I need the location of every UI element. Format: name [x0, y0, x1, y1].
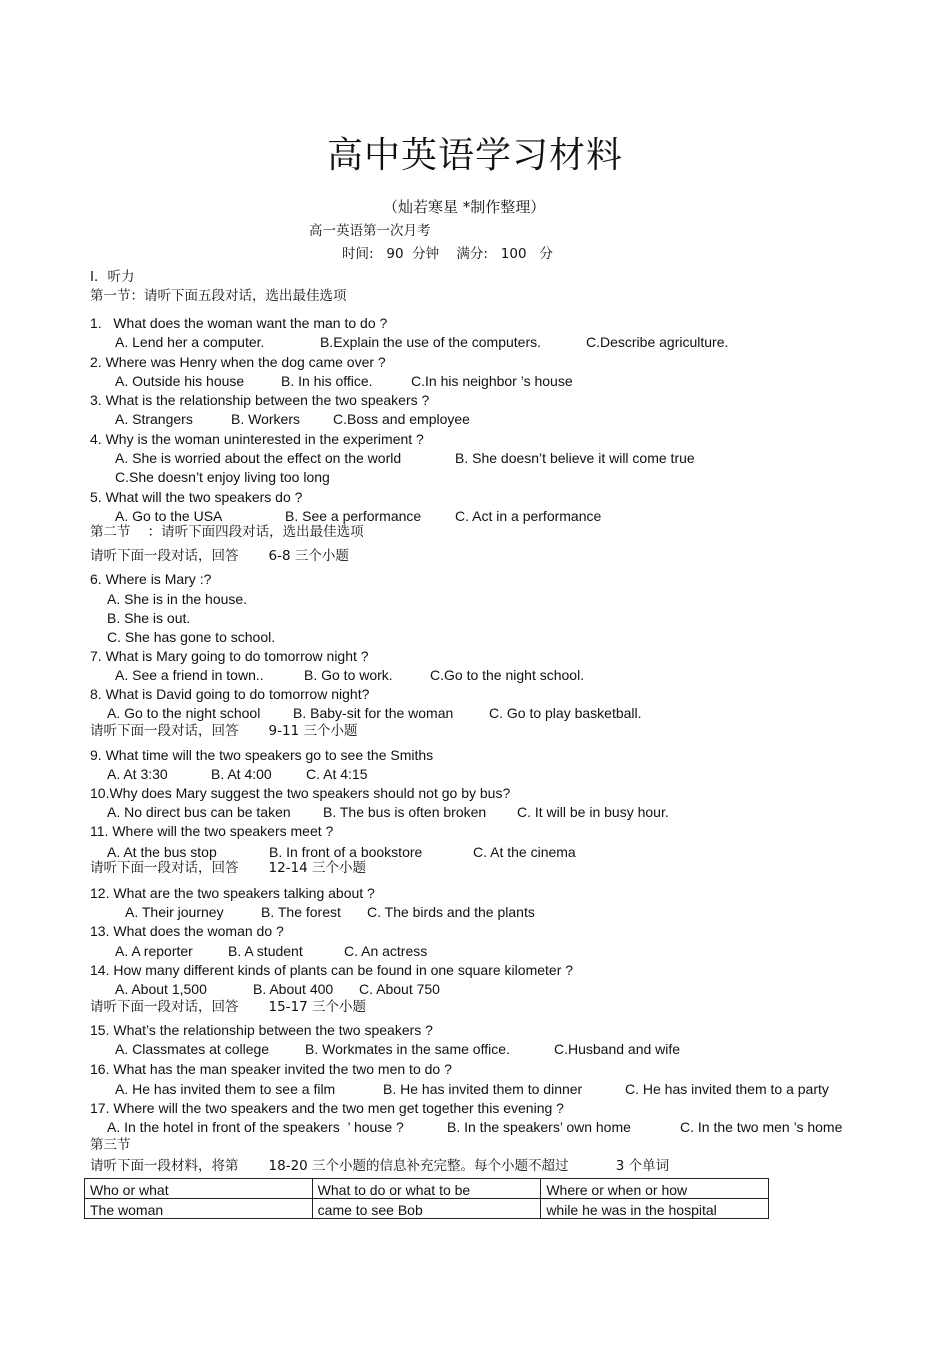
- option-17a: A. In the hotel in front of the speakers ’ house ?: [107, 1119, 404, 1135]
- question-5: 5. What will the two speakers do ?: [90, 489, 303, 505]
- option-6b: B. She is out.: [107, 610, 191, 626]
- option-13c: C. An actress: [344, 943, 428, 959]
- option-8a: A. Go to the night school: [107, 705, 261, 721]
- table-cell: while he was in the hospital: [541, 1199, 769, 1219]
- option-9b: B. At 4:00: [211, 766, 272, 782]
- question-1: 1. What does the woman want the man to do ?: [90, 315, 388, 331]
- option-6a: A. She is in the house.: [107, 591, 248, 607]
- option-8c: C. Go to play basketball.: [489, 705, 642, 721]
- option-15b: B. Workmates in the same office.: [305, 1041, 510, 1057]
- exam-name: 高一英语第一次月考: [309, 223, 431, 239]
- question-15: 15. What’s the relationship between the two speakers ?: [90, 1022, 433, 1038]
- part-2-heading: 第二节 ：请听下面四段对话，选出最佳选项: [90, 524, 364, 540]
- option-1b: B.Explain the use of the computers.: [320, 334, 542, 350]
- option-2a: A. Outside his house: [115, 373, 245, 389]
- question-11: 11. Where will the two speakers meet ?: [90, 823, 334, 839]
- question-3: 3. What is the relationship between the two speakers ?: [90, 392, 430, 408]
- option-5b: B. See a performance: [285, 508, 422, 524]
- group-instruction-6-8: 请听下面一段对话，回答 6-8 三个小题: [90, 548, 349, 564]
- question-12: 12. What are the two speakers talking about ?: [90, 885, 375, 901]
- option-11a: A. At the bus stop: [107, 844, 217, 860]
- table-header-cell: Who or what: [85, 1179, 313, 1199]
- answer-table: [84, 1178, 769, 1219]
- option-16c: C. He has invited them to a party: [625, 1081, 829, 1097]
- option-2c: C.In his neighbor ’s house: [411, 373, 573, 389]
- option-9a: A. At 3:30: [107, 766, 168, 782]
- option-14a: A. About 1,500: [115, 981, 207, 997]
- option-12a: A. Their journey: [125, 904, 224, 920]
- option-13a: A. A reporter: [115, 943, 193, 959]
- option-11b: B. In front of a bookstore: [269, 844, 423, 860]
- question-13: 13. What does the woman do ?: [90, 923, 284, 939]
- option-7c: C.Go to the night school.: [430, 667, 585, 683]
- option-11c: C. At the cinema: [473, 844, 576, 860]
- table-header-cell: Where or when or how: [541, 1179, 769, 1199]
- question-9: 9. What time will the two speakers go to see the Smiths: [90, 747, 434, 763]
- option-7a: A. See a friend in town..: [115, 667, 264, 683]
- option-10b: B. The bus is often broken: [323, 804, 487, 820]
- exam-time: 时间: 90 分钟 满分: 100 分: [342, 246, 553, 262]
- option-7b: B. Go to work.: [304, 667, 393, 683]
- option-17c: C. In the two men ’s home: [680, 1119, 843, 1135]
- option-12b: B. The forest: [261, 904, 341, 920]
- option-6c: C. She has gone to school.: [107, 629, 276, 645]
- table-row: [85, 1199, 769, 1219]
- option-16b: B. He has invited them to dinner: [383, 1081, 583, 1097]
- option-4a: A. She is worried about the effect on the world: [115, 450, 402, 466]
- question-8: 8. What is David going to do tomorrow night?: [90, 686, 370, 702]
- option-13b: B. A student: [228, 943, 303, 959]
- part-3-heading: 第三节: [90, 1137, 131, 1153]
- option-3b: B. Workers: [231, 411, 300, 427]
- table-cell: came to see Bob: [312, 1199, 541, 1219]
- table-cell: The woman: [85, 1199, 313, 1219]
- option-1c: C.Describe agriculture.: [586, 334, 729, 350]
- question-2: 2. Where was Henry when the dog came over ?: [90, 354, 386, 370]
- option-14b: B. About 400: [253, 981, 334, 997]
- question-7: 7. What is Mary going to do tomorrow night ?: [90, 648, 369, 664]
- option-1a: A. Lend her a computer.: [115, 334, 265, 350]
- part-3-instruction: 请听下面一段材料，将第 18-20 三个小题的信息补充完整。每个小题不超过 3 个单词: [90, 1158, 670, 1174]
- subtitle: （灿若寒星 *制作整理）: [383, 198, 546, 216]
- option-2b: B. In his office.: [281, 373, 373, 389]
- option-3c: C.Boss and employee: [333, 411, 470, 427]
- section-heading-listening: I．听力: [90, 269, 135, 285]
- option-14c: C. About 750: [359, 981, 440, 997]
- option-8b: B. Baby-sit for the woman: [293, 705, 454, 721]
- table-header-cell: What to do or what to be: [312, 1179, 541, 1199]
- question-16: 16. What has the man speaker invited the two men to do ?: [90, 1061, 452, 1077]
- group-instruction-12-14: 请听下面一段对话，回答 12-14 三个小题: [90, 860, 367, 876]
- question-10: 10.Why does Mary suggest the two speakers should not go by bus?: [90, 785, 511, 801]
- question-6: 6. Where is Mary :?: [90, 571, 212, 587]
- option-5c: C. Act in a performance: [455, 508, 602, 524]
- option-5a: A. Go to the USA: [115, 508, 223, 524]
- option-17b: B. In the speakers’ own home: [447, 1119, 631, 1135]
- part-1-heading: 第一节：请听下面五段对话，选出最佳选项: [90, 288, 347, 304]
- question-14: 14. How many different kinds of plants can be found in one square kilometer ?: [90, 962, 574, 978]
- table-header-row: [85, 1179, 769, 1199]
- option-10a: A. No direct bus can be taken: [107, 804, 291, 820]
- option-16a: A. He has invited them to see a film: [115, 1081, 336, 1097]
- option-15c: C.Husband and wife: [554, 1041, 681, 1057]
- option-15a: A. Classmates at college: [115, 1041, 270, 1057]
- option-10c: C. It will be in busy hour.: [517, 804, 669, 820]
- question-4: 4. Why is the woman uninterested in the experiment ?: [90, 431, 424, 447]
- option-12c: C. The birds and the plants: [367, 904, 535, 920]
- option-4b: B. She doesn’t believe it will come true: [455, 450, 695, 466]
- option-4c: C.She doesn’t enjoy living too long: [115, 469, 330, 485]
- question-17: 17. Where will the two speakers and the two men get together this evening ?: [90, 1100, 564, 1116]
- group-instruction-9-11: 请听下面一段对话，回答 9-11 三个小题: [90, 723, 358, 739]
- option-3a: A. Strangers: [115, 411, 193, 427]
- group-instruction-15-17: 请听下面一段对话，回答 15-17 三个小题: [90, 999, 367, 1015]
- page-title: 高中英语学习材料: [326, 135, 623, 176]
- option-9c: C. At 4:15: [306, 766, 368, 782]
